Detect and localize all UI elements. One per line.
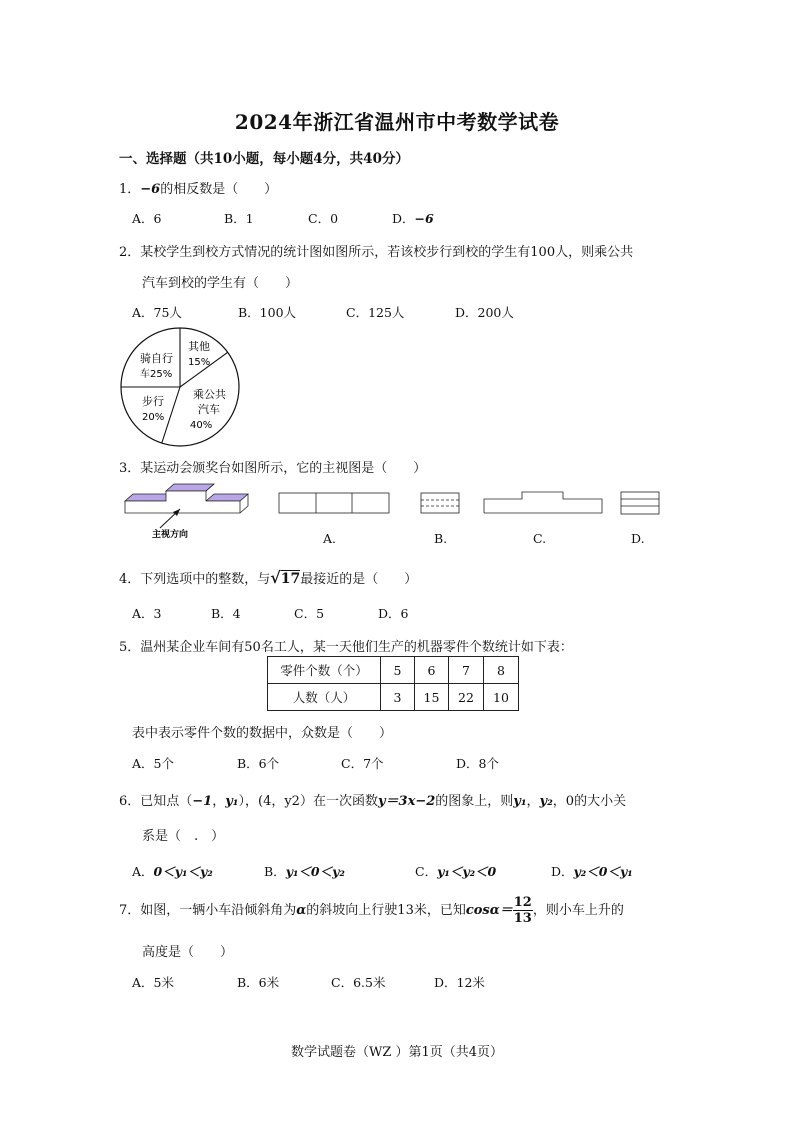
question-text: ），(4，y2）在一次函数 bbox=[238, 794, 378, 809]
math-expression: cosα＝ bbox=[465, 903, 513, 918]
question-text: ，则小车上升的 bbox=[532, 903, 624, 918]
radicand: 17 bbox=[280, 571, 301, 587]
table-cell: 15 bbox=[415, 684, 449, 711]
option-c: C．6.5米 bbox=[331, 975, 386, 990]
table-row bbox=[268, 684, 519, 711]
math-expression: y₁ bbox=[513, 794, 527, 809]
option-c: C．0 bbox=[308, 211, 339, 226]
option-label: A． bbox=[132, 864, 154, 879]
option-b: B. bbox=[434, 531, 448, 546]
question-text: 4．下列选项中的整数，与 bbox=[119, 572, 271, 587]
table-cell: 5 bbox=[381, 657, 415, 684]
slice-value-walk: 20% bbox=[142, 412, 165, 423]
sqrt-expression bbox=[270, 568, 301, 587]
question-5-followup: 表中表示零件个数的数据中，众数是（ ） bbox=[132, 726, 393, 741]
table-cell: 22 bbox=[449, 684, 484, 711]
question-text: 最接近的是（ ） bbox=[300, 572, 418, 587]
question-text: ，0的大小关 bbox=[552, 794, 627, 809]
question-7-line1 bbox=[119, 895, 624, 926]
question-1 bbox=[119, 178, 277, 197]
option-d bbox=[551, 862, 633, 880]
option-d: D．12米 bbox=[434, 975, 485, 990]
data-table bbox=[267, 656, 519, 711]
option-c-figure bbox=[483, 490, 603, 514]
option-label: D． bbox=[551, 864, 574, 879]
podium-figure bbox=[120, 483, 250, 543]
question-text: ， bbox=[526, 794, 540, 809]
option-c: C．5 bbox=[294, 606, 325, 621]
option-d bbox=[392, 209, 434, 227]
row-header: 人数（人） bbox=[268, 684, 381, 711]
denominator: 13 bbox=[513, 911, 532, 926]
option-label: C． bbox=[415, 864, 438, 879]
option-label: D． bbox=[392, 211, 415, 226]
math-expression: α bbox=[296, 903, 307, 918]
pie-chart bbox=[118, 325, 243, 450]
math-expression: y₂＜0＜y₁ bbox=[573, 864, 633, 879]
question-7-line2: 高度是（ ） bbox=[142, 945, 234, 960]
question-text: ， bbox=[212, 794, 226, 809]
option-b-figure bbox=[420, 492, 460, 514]
slice-value-other: 15% bbox=[188, 357, 211, 368]
question-5: 5．温州某企业车间有50名工人，某一天他们生产的机器零件个数统计如下表： bbox=[119, 640, 573, 655]
option-a bbox=[132, 862, 213, 880]
math-expression: 0＜y₁＜y₂ bbox=[153, 864, 213, 879]
option-c: C. bbox=[533, 531, 547, 546]
slice-label-bus-1: 乘公共 bbox=[193, 388, 226, 401]
option-b: B．1 bbox=[224, 211, 254, 226]
page-title: 2024年浙江省温州市中考数学试卷 bbox=[234, 110, 560, 134]
option-b: B．6个 bbox=[237, 756, 280, 771]
math-expression: y₁＜0＜y₂ bbox=[285, 864, 345, 879]
option-b: B．4 bbox=[211, 606, 241, 621]
radical-sign-icon: √ bbox=[270, 568, 281, 587]
option-d: D．200人 bbox=[455, 305, 514, 320]
math-expression: y₁＜y₂＜0 bbox=[437, 864, 497, 879]
question-text: 6．已知点（ bbox=[119, 794, 193, 809]
option-a: A. bbox=[323, 531, 337, 546]
option-b: B．6米 bbox=[237, 975, 280, 990]
numerator: 12 bbox=[513, 895, 532, 910]
fraction bbox=[513, 895, 533, 926]
question-2-line1: 2．某校学生到校方式情况的统计图如图所示，若该校步行到校的学生有100人，则乘公共 bbox=[119, 245, 634, 260]
math-expression: y₂ bbox=[539, 794, 553, 809]
question-text: 的斜坡向上行驶13米，已知 bbox=[306, 903, 466, 918]
option-a: A．6 bbox=[132, 211, 162, 226]
table-cell: 7 bbox=[449, 657, 484, 684]
option-c: C．7个 bbox=[341, 756, 384, 771]
slice-value-bike: 车25% bbox=[140, 369, 173, 380]
table-row bbox=[268, 657, 519, 684]
table-cell: 6 bbox=[415, 657, 449, 684]
slice-label-bus-2: 汽车 bbox=[198, 403, 220, 416]
option-d: D．6 bbox=[378, 606, 409, 621]
math-expression: −6 bbox=[140, 182, 161, 197]
question-6-line2: 系是（ . ） bbox=[142, 829, 225, 844]
page-footer: 数学试题卷（WZ ）第1页（共4页） bbox=[290, 1045, 504, 1060]
question-2-line2: 汽车到校的学生有（ ） bbox=[142, 276, 299, 291]
question-text: 的图象上，则 bbox=[435, 794, 514, 809]
option-a: A．5米 bbox=[132, 975, 174, 990]
question-text: 7．如图，一辆小车沿倾斜角为 bbox=[119, 903, 297, 918]
slice-label-walk: 步行 bbox=[142, 395, 164, 408]
math-expression: y₁ bbox=[225, 794, 239, 809]
option-c: C．125人 bbox=[346, 305, 405, 320]
option-a: A．5个 bbox=[132, 756, 174, 771]
question-3: 3．某运动会颁奖台如图所示，它的主视图是（ ） bbox=[119, 461, 427, 476]
question-4 bbox=[119, 568, 417, 587]
question-6-line1 bbox=[119, 790, 626, 809]
section-heading: 一、选择题（共10小题，每小题4分，共40分） bbox=[119, 151, 409, 167]
math-expression: −6 bbox=[414, 211, 434, 226]
slice-value-bus: 40% bbox=[190, 420, 213, 431]
table-cell: 10 bbox=[484, 684, 519, 711]
option-c bbox=[415, 862, 496, 880]
question-number: 1． bbox=[119, 182, 141, 197]
option-d: D．8个 bbox=[456, 756, 499, 771]
option-b bbox=[264, 862, 345, 880]
option-label: B． bbox=[264, 864, 286, 879]
podium-top-right bbox=[206, 494, 248, 501]
math-expression: −1 bbox=[192, 794, 213, 809]
option-d: D. bbox=[631, 531, 645, 546]
option-a-figure bbox=[278, 492, 390, 514]
slice-label-other: 其他 bbox=[188, 340, 210, 353]
math-expression: y＝3x−2 bbox=[377, 794, 436, 809]
option-d-figure bbox=[620, 491, 660, 515]
table-cell: 3 bbox=[381, 684, 415, 711]
arrow-label: 主视方向 bbox=[152, 530, 189, 540]
option-a: A．3 bbox=[132, 606, 162, 621]
option-b: B．100人 bbox=[238, 305, 297, 320]
option-a: A．75人 bbox=[132, 305, 182, 320]
table-cell: 8 bbox=[484, 657, 519, 684]
question-text: 的相反数是（ ） bbox=[160, 182, 278, 197]
slice-label-bike: 骑自行 bbox=[140, 352, 173, 365]
row-header: 零件个数（个） bbox=[268, 657, 381, 684]
